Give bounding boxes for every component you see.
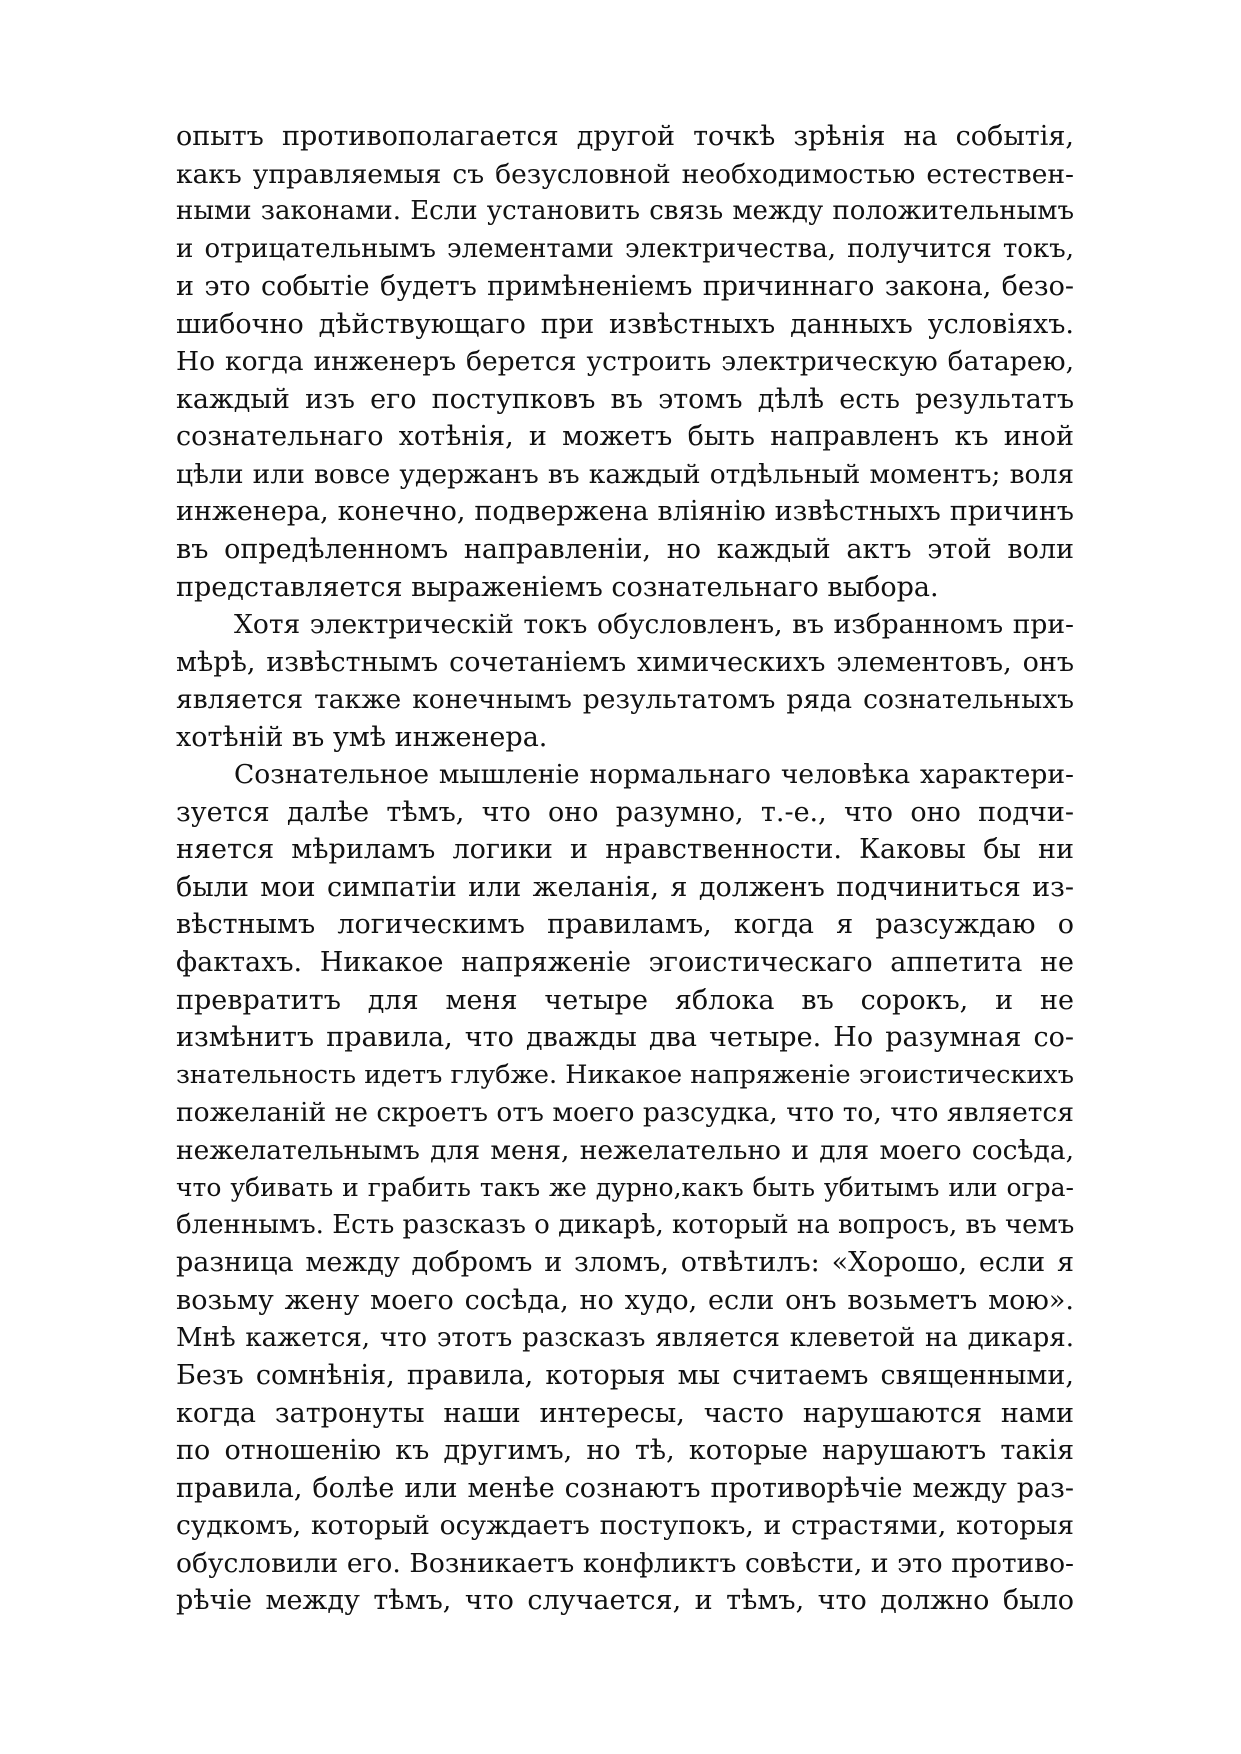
text-line: обусловили его. Возникаетъ конфликтъ совѣсти, и это противо- xyxy=(176,1547,1074,1579)
text-line: является также конечнымъ результатомъ ряда сознательныхъ xyxy=(176,684,1074,716)
text-line: судкомъ, который осуждаетъ поступокъ, и страстями, которыя xyxy=(176,1510,1074,1542)
text-line: опытъ противополагается другой точкѣ зрѣнія на событія, xyxy=(176,121,1074,152)
text-line: вѣстнымъ логическимъ правиламъ, когда я разсуждаю о xyxy=(176,909,1074,941)
text-line: и это событіе будетъ примѣненіемъ причиннаго закона, безо- xyxy=(176,271,1074,303)
text-line: хотѣній въ умѣ инженера. xyxy=(176,721,548,753)
text-line: когда затронуты наши интересы, часто нарушаются нами xyxy=(176,1397,1074,1429)
paragraph xyxy=(176,756,1074,1620)
text-line: правила, болѣе или менѣе сознаютъ противорѣчіе между раз- xyxy=(176,1472,1074,1504)
text-line: каждый изъ его поступковъ въ этомъ дѣлѣ есть результатъ xyxy=(176,383,1074,415)
text-line: и отрицательнымъ элементами электричества, получится токъ, xyxy=(176,233,1074,264)
text-line: Безъ сомнѣнія, правила, которыя мы считаемъ священными, xyxy=(176,1360,1074,1392)
page-text xyxy=(176,118,1074,1620)
text-line: нежелательнымъ для меня, нежелательно и для моего сосѣда, xyxy=(176,1134,1074,1166)
text-line: шибочно дѣйствующаго при извѣстныхъ данныхъ условіяхъ. xyxy=(176,308,1074,340)
text-line: Мнѣ кажется, что этотъ разсказъ является клеветой на дикаря. xyxy=(176,1322,1074,1353)
text-line: знательность идетъ глубже. Никакое напряженіе эгоистическихъ xyxy=(176,1059,1074,1090)
text-line: цѣли или вовсе удержанъ въ каждый отдѣльный моментъ; воля xyxy=(176,458,1074,490)
text-line: представляется выраженіемъ сознательнаго выбора. xyxy=(176,571,939,603)
text-line: по отношенію къ другимъ, но тѣ, которые нарушаютъ такія xyxy=(176,1435,1074,1467)
text-line: фактахъ. Никакое напряженіе эгоистическаго аппетита не xyxy=(176,947,1074,979)
text-line: бленнымъ. Есть разсказъ о дикарѣ, который на вопросъ, въ чемъ xyxy=(176,1209,1075,1240)
text-line: измѣнитъ правила, что дважды два четыре. Но разумная со- xyxy=(176,1022,1074,1054)
text-line: возьму жену моего сосѣда, но худо, если онъ возьметъ мою». xyxy=(176,1284,1074,1316)
text-line: пожеланій не скроетъ отъ моего разсудка, что то, что является xyxy=(176,1097,1074,1129)
text-line: были мои симпатіи или желанія, я долженъ подчиниться из- xyxy=(176,871,1074,903)
text-line: рѣчіе между тѣмъ, что случается, и тѣмъ, что должно было xyxy=(176,1585,1074,1617)
text-line: няется мѣриламъ логики и нравственности. Каковы бы ни xyxy=(176,834,1074,866)
text-line: разница между добромъ и зломъ, отвѣтилъ: «Хорошо, если я xyxy=(176,1247,1074,1279)
paragraph xyxy=(176,118,1074,606)
paragraph xyxy=(176,606,1074,756)
text-line: ными законами. Если установить связь между положительнымъ xyxy=(176,196,1074,227)
text-line: Сознательное мышленіе нормальнаго человѣка характери- xyxy=(234,759,1074,791)
text-line: сознательнаго хотѣнія, и можетъ быть направленъ къ иной xyxy=(176,421,1074,453)
text-line: зуется далѣе тѣмъ, что оно разумно, т.-е., что оно подчи- xyxy=(176,796,1074,828)
text-line: что убивать и грабить такъ же дурно,какъ быть убитымъ или огра- xyxy=(176,1173,1074,1203)
text-line: Но когда инженеръ берется устроить электрическую батарею, xyxy=(176,346,1074,378)
text-line: Хотя электрическій токъ обусловленъ, въ избранномъ при- xyxy=(234,609,1074,641)
text-line: инженера, конечно, подвержена вліянію извѣстныхъ причинъ xyxy=(176,496,1074,528)
text-line: какъ управляемыя съ безусловной необходимостью естествен- xyxy=(176,158,1074,190)
text-line: превратитъ для меня четыре яблока въ сорокъ, и не xyxy=(176,984,1074,1016)
text-line: въ опредѣленномъ направленіи, но каждый актъ этой воли xyxy=(176,534,1074,566)
text-line: мѣрѣ, извѣстнымъ сочетаніемъ химическихъ элементовъ, онъ xyxy=(176,646,1074,678)
